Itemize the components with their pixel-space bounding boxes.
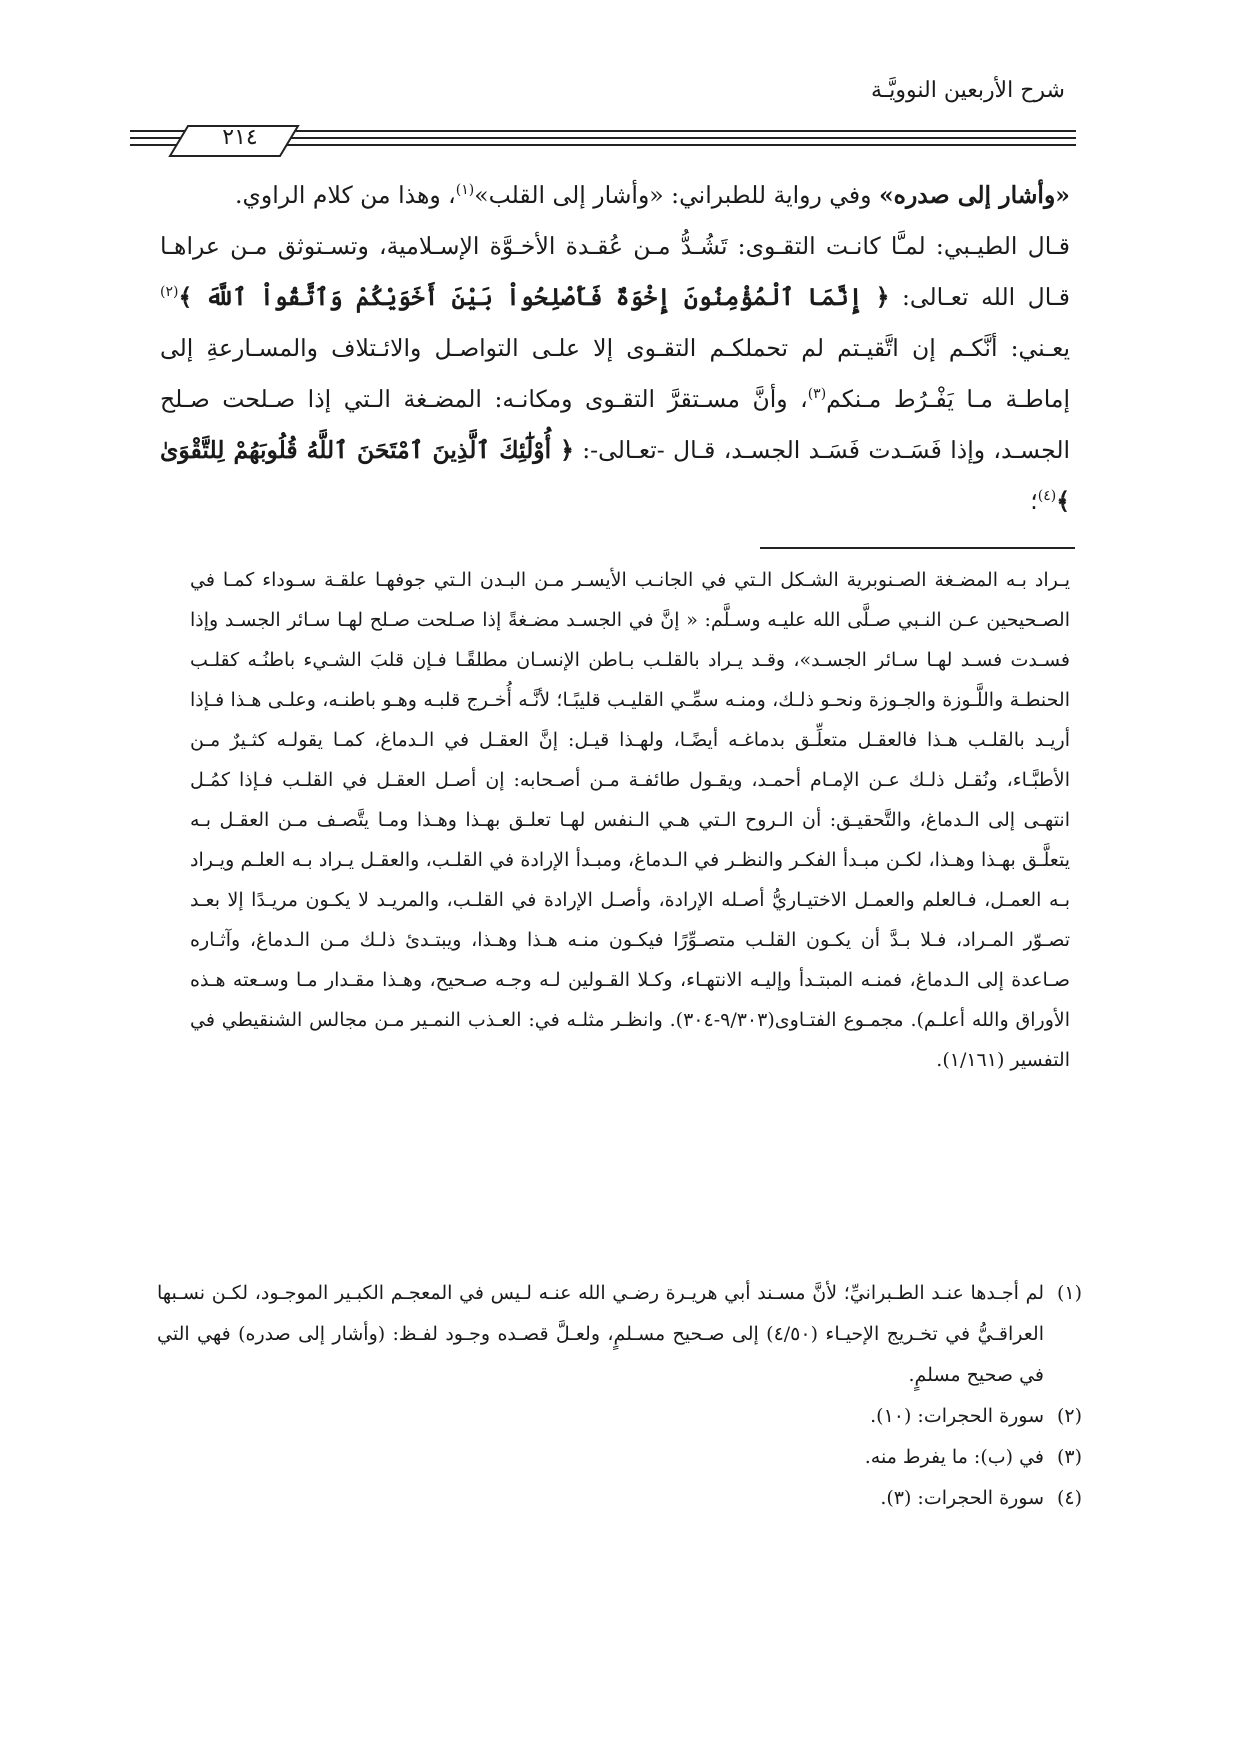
main-text-span: ؛ [1030,487,1038,515]
footnote-item [157,1396,1082,1437]
main-paragraph-1 [160,170,1070,221]
continued-footnote [190,560,1070,1080]
footnote-item [157,1478,1082,1519]
continued-footnote-text: يـراد بـه المضـغة الصـنوبرية الشـكل الـتي في الجانـب الأيسـر مـن البـدن الـتي جوفهـا علقـة سـوداء كمـا في الصـحيحين عـن النـبي صـلَّى الله عليـه وسـلَّم: « إنَّ في الجسـد مضـغةً إذا صـلحت صـلح لهـا سـائر الجسـد وإذا فسـدت فسـد لهـا سـائر الجسـد»، وقـد يـراد بالقلـب بـاطن الإنسـان مطلقًـا فـإن قلبَ الشـيء باطنُـه كقلـب الحنطـة واللَّـوزة والجـوزة ونحـو ذلـك، ومنـه سمِّـي القليـب قليبًـا؛ لأنَّـه أُخـرج قلبـه وهـو باطنـه، وعلـى هـذا فـإذا أريـد بالقلـب هـذا فالعقـل متعلِّـق بدماغـه أيضًـا، ولهـذا قيـل: إنَّ العقـل في الـدماغ، كمـا يقولـه كثـيرٌ مـن الأطبَّـاء، ونُقـل ذلـك عـن الإمـام أحمـد، ويقـول طائفـة مـن أصـحابه: إن أصـل العقـل في القلـب فـإذا كمُـل انتهـى إلى الـدماغ، والتَّحقيـق: أن الـروح الـتي هـي الـنفس لهـا تعلـق بهـذا وهـذا ومـا يتَّصـف مـن العقـل بـه يتعلَّـق بهـذا وهـذا، لكـن مبـدأ الفكـر والنظـر في الـدماغ، ومبـدأ الإرادة في القلـب، والعقـل يـراد بـه العلـم ويـراد بـه العمـل، فـالعلم والعمـل الاختيـاريُّ أصـله الإرادة، وأصـل الإرادة في القلـب، والمريـد لا يكـون مريـدًا إلا بعـد تصـوّر المـراد، فـلا بـدَّ أن يكـون القلـب متصـوِّرًا فيكـون منـه هـذا وهـذا، ويبتـدئ ذلـك مـن الـدماغ، وآثـاره صـاعدة إلى الـدماغ، فمنـه المبتـدأ وإليـه الانتهـاء، وكـلا القـولين لـه وجـه صـحيح، وهـذا مقـدار مـا وسـعته هـذه الأوراق والله أعلـم). مجمـوع الفتـاوى(٩/٣٠٣-٣٠٤). وانظـر مثلـه في: العـذب النمـير مـن مجالس الشنقيطي في التفسير (١/١٦١). [190,569,1070,1071]
main-text-span: قـال الطيـبي: لمـَّا كانـت التقـوى: تَشُـدُّ مـن عُقـدة الأخـوَّة الإسـلامية، وتسـتوثق مـن عراهـا قـال الله تعـالى: [160,232,1070,311]
main-text [160,170,1070,527]
footnote-number: (١) [1056,1282,1082,1304]
footnote-text: سورة الحجرات: (١٠). [870,1405,1044,1427]
quran-verse: ﴿ إِنَّمَا ٱلْمُؤْمِنُونَ إِخْوَةٌ فَأَصْلِحُواْ بَيْنَ أَخَوَيْكُمْ وَٱتَّقُواْ ٱللَّهَ ﴾ [178,283,890,311]
hadith-phrase: «وأشار إلى صدره» [878,181,1070,209]
footnote-ref: (١) [455,182,475,199]
footnote-number: (٤) [1056,1487,1082,1509]
main-text-span: ، وأنَّ مسـتقرَّ التقـوى ومكانـه: المضـغة الـتي إذا صـلحت صـلح الجسـد، وإذا فَسَـدت فَسَـد الجسـد، قـال -تعـالى-: [160,385,1071,464]
main-paragraph-2 [160,221,1070,527]
page-number: ٢١٤ [222,125,258,150]
footnote-item [157,1437,1082,1478]
footnotes-list [157,1273,1082,1519]
main-text-span: وفي رواية للطبراني: «وأشار إلى القلب» [474,181,879,209]
footnote-number: (٢) [1056,1405,1082,1427]
footnote-text: في (ب): ما يفرط منه. [864,1446,1044,1468]
footnote-separator [760,547,1075,549]
footnote-ref: (٤) [1037,488,1057,505]
running-title: شرح الأربعين النوويَّـة [871,78,1065,103]
footnote-text: سورة الحجرات: (٣). [880,1487,1044,1509]
footnote-item [157,1273,1082,1396]
main-text-span: يعـني: أنَّكـم إن اتَّقيـتم لم تحملكـم التقـوى إلا علـى التواصـل والائـتلاف والمسـارعةِ إلى إماطـة مـا يَفْـرُط مـنكم [160,334,1070,413]
footnote-ref: (٢) [160,284,179,301]
main-text-span: ، وهذا من كلام الراوي. [235,181,456,209]
footnote-ref: (٣) [807,386,827,403]
quran-verse: ﴿ أُوْلَٰٓئِكَ ٱلَّذِينَ ٱمْتَحَنَ ٱللَّهُ قُلُوبَهُمْ لِلتَّقْوَىٰ ﴾ [160,436,1070,515]
footnote-text: لم أجـدها عنـد الطـبرانيِّ؛ لأنَّ مسـند أبي هريـرة رضـي الله عنـه لـيس في المعجـم الكبـير الموجـود، لكـن نسـبها العراقـيُّ في تخـريج الإحيـاء (٤/٥٠) إلى صـحيح مسـلمٍ، ولعـلَّ قصـده وجـود لفـظ: (وأشار إلى صدره) فهي التي في صحيح مسلمٍ. [157,1282,1044,1386]
footnote-number: (٣) [1056,1446,1082,1468]
